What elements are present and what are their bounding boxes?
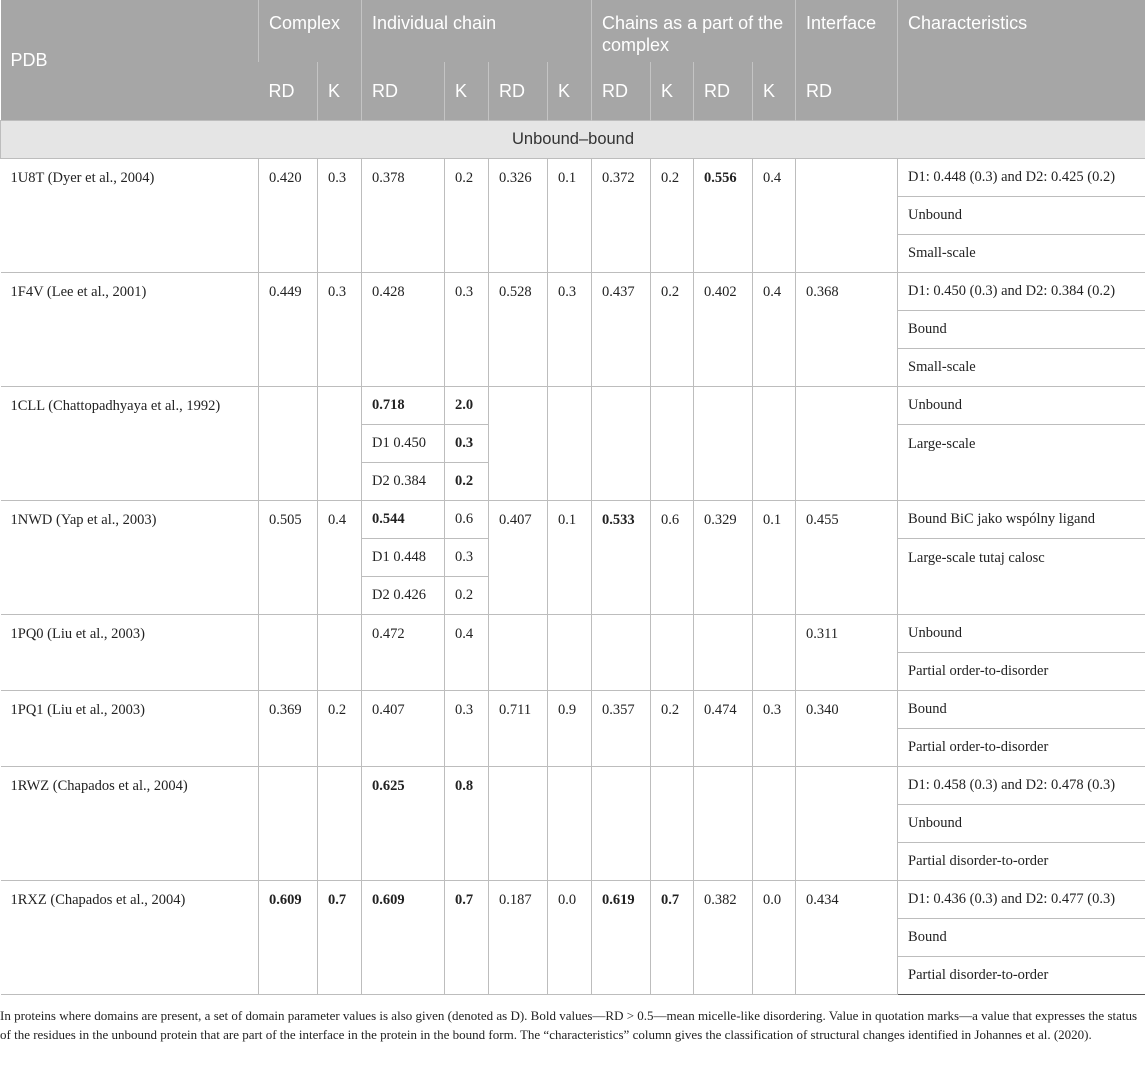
individual-k-cell xyxy=(445,386,489,424)
characteristics-cell: Bound BiC jako wspólny ligand xyxy=(898,500,1145,538)
chains-k-cell: 0.6 xyxy=(651,500,694,614)
complex-rd-cell xyxy=(259,614,318,690)
bold-value: 0.718 xyxy=(372,397,405,413)
domain-k-cell xyxy=(445,462,489,500)
characteristics-cell: Unbound xyxy=(898,196,1145,234)
characteristics-cell: Bound xyxy=(898,690,1145,728)
bold-value: 0.544 xyxy=(372,511,405,527)
pdb-cell: 1RXZ (Chapados et al., 2004) xyxy=(1,880,259,994)
individual-rd-cell: 0.528 xyxy=(489,272,548,386)
subheader-rd: RD xyxy=(362,62,445,120)
table-row xyxy=(1,158,1145,196)
interface-rd-cell: 0.311 xyxy=(796,614,898,690)
individual-k-cell: 0.3 xyxy=(445,272,489,386)
characteristics-cell: Partial disorder-to-order xyxy=(898,842,1145,880)
table-row xyxy=(1,500,1145,538)
individual-rd-cell xyxy=(489,386,548,500)
complex-header: Complex xyxy=(259,0,362,62)
complex-rd-cell: 0.420 xyxy=(259,158,318,272)
individual-k-cell: 0.3 xyxy=(445,690,489,766)
characteristics-cell: D1: 0.450 (0.3) and D2: 0.384 (0.2) xyxy=(898,272,1145,310)
subheader-rd: RD xyxy=(592,62,651,120)
complex-rd-cell xyxy=(259,766,318,880)
chains-k-cell xyxy=(753,766,796,880)
chains-k-cell xyxy=(753,614,796,690)
domain-rd-cell: D1 0.448 xyxy=(362,538,445,576)
complex-k-cell: 0.4 xyxy=(318,500,362,614)
chains-rd-cell xyxy=(694,386,753,500)
bold-value: 0.625 xyxy=(372,777,405,794)
bold-value: 0.7 xyxy=(661,891,680,908)
domain-k-cell: 0.3 xyxy=(445,538,489,576)
characteristics-cell: Partial order-to-disorder xyxy=(898,652,1145,690)
chains-rd-cell xyxy=(592,766,651,880)
individual-rd-cell xyxy=(489,766,548,880)
individual-rd-cell xyxy=(362,500,445,538)
bold-value: 2.0 xyxy=(455,397,474,413)
bold-value: 0.609 xyxy=(372,891,405,908)
characteristics-cell: D1: 0.436 (0.3) and D2: 0.477 (0.3) xyxy=(898,880,1145,918)
pdb-cell: 1F4V (Lee et al., 2001) xyxy=(1,272,259,386)
chains-k-cell: 0.1 xyxy=(753,500,796,614)
chains-rd-cell: 0.474 xyxy=(694,690,753,766)
individual-rd-cell: 0.428 xyxy=(362,272,445,386)
interface-rd-cell: 0.368 xyxy=(796,272,898,386)
individual-k-cell: 0.9 xyxy=(548,690,592,766)
chains-rd-cell xyxy=(694,766,753,880)
characteristics-cell: Small-scale xyxy=(898,348,1145,386)
subheader-k: K xyxy=(445,62,489,120)
bold-value: 0.8 xyxy=(455,777,474,794)
pdb-cell: 1CLL (Chattopadhyaya et al., 1992) xyxy=(1,386,259,500)
domain-rd-cell: D2 0.384 xyxy=(362,462,445,500)
interface-rd-cell: 0.340 xyxy=(796,690,898,766)
complex-k-cell xyxy=(318,386,362,500)
individual-k-cell: 0.1 xyxy=(548,158,592,272)
characteristics-cell: D1: 0.448 (0.3) and D2: 0.425 (0.2) xyxy=(898,158,1145,196)
chains-k-cell: 0.2 xyxy=(651,272,694,386)
complex-k-cell xyxy=(318,614,362,690)
domain-k-cell: 0.2 xyxy=(445,576,489,614)
characteristics-cell: Unbound xyxy=(898,614,1145,652)
characteristics-cell: Small-scale xyxy=(898,234,1145,272)
complex-rd-cell: 0.369 xyxy=(259,690,318,766)
section-row xyxy=(1,120,1145,158)
chains-rd-cell: 0.402 xyxy=(694,272,753,386)
subheader-rd: RD xyxy=(694,62,753,120)
chains-k-cell: 0.2 xyxy=(651,158,694,272)
interface-rd-cell xyxy=(796,386,898,500)
table-row xyxy=(1,880,1145,918)
table-row xyxy=(1,690,1145,728)
complex-k-cell: 0.2 xyxy=(318,690,362,766)
complex-k-cell: 0.3 xyxy=(318,272,362,386)
characteristics-header: Characteristics xyxy=(898,0,1145,120)
individual-rd-cell xyxy=(362,386,445,424)
individual-rd-cell: 0.407 xyxy=(489,500,548,614)
interface-rd-cell: 0.455 xyxy=(796,500,898,614)
individual-rd-cell: 0.407 xyxy=(362,690,445,766)
pdb-header: PDB xyxy=(1,0,259,120)
characteristics-cell: Unbound xyxy=(898,386,1145,424)
chains-part-header: Chains as a part of the complex xyxy=(592,0,796,62)
complex-k-cell xyxy=(318,766,362,880)
bold-value: 0.7 xyxy=(328,891,347,908)
chains-k-cell: 0.0 xyxy=(753,880,796,994)
pdb-cell: 1NWD (Yap et al., 2003) xyxy=(1,500,259,614)
chains-rd-cell: 0.357 xyxy=(592,690,651,766)
individual-k-cell xyxy=(548,614,592,690)
chains-k-cell xyxy=(651,766,694,880)
table-row xyxy=(1,614,1145,652)
individual-k-cell: 0.4 xyxy=(445,614,489,690)
subheader-k: K xyxy=(651,62,694,120)
pdb-cell: 1U8T (Dyer et al., 2004) xyxy=(1,158,259,272)
characteristics-cell: Bound xyxy=(898,310,1145,348)
chains-k-cell: 0.4 xyxy=(753,272,796,386)
individual-rd-cell: 0.378 xyxy=(362,158,445,272)
individual-k-cell xyxy=(445,766,489,880)
pdb-cell: 1PQ1 (Liu et al., 2003) xyxy=(1,690,259,766)
pdb-cell: 1RWZ (Chapados et al., 2004) xyxy=(1,766,259,880)
individual-k-cell xyxy=(445,880,489,994)
chains-rd-cell: 0.382 xyxy=(694,880,753,994)
individual-rd-cell xyxy=(362,766,445,880)
characteristics-cell: Partial order-to-disorder xyxy=(898,728,1145,766)
table-row xyxy=(1,386,1145,424)
bold-value: 0.7 xyxy=(455,891,474,908)
chains-rd-cell xyxy=(592,614,651,690)
complex-rd-cell: 0.449 xyxy=(259,272,318,386)
interface-rd-cell xyxy=(796,766,898,880)
bold-value: 0.533 xyxy=(602,511,635,528)
subheader-rd: RD xyxy=(259,62,318,120)
subheader-rd: RD xyxy=(489,62,548,120)
complex-k-cell xyxy=(318,880,362,994)
individual-k-cell: 0.0 xyxy=(548,880,592,994)
chains-rd-cell xyxy=(694,614,753,690)
chains-k-cell xyxy=(651,386,694,500)
complex-rd-cell: 0.505 xyxy=(259,500,318,614)
characteristics-cell: Unbound xyxy=(898,804,1145,842)
chains-rd-cell xyxy=(694,158,753,272)
chains-k-cell xyxy=(651,880,694,994)
chains-k-cell: 0.3 xyxy=(753,690,796,766)
chains-rd-cell xyxy=(592,500,651,614)
domain-rd-cell: D2 0.426 xyxy=(362,576,445,614)
complex-rd-cell xyxy=(259,386,318,500)
chains-k-cell: 0.4 xyxy=(753,158,796,272)
individual-k-cell xyxy=(548,766,592,880)
domain-k-cell xyxy=(445,424,489,462)
subheader-k: K xyxy=(548,62,592,120)
interface-rd-cell xyxy=(796,158,898,272)
table-footnote: In proteins where domains are present, a set of domain parameter values is also given (denoted as D). Bold values—RD > 0.5—mean micelle-like disordering. Value in quotation marks—a value that expresses the status of the residues in the unbound protein that are part of the interface in the protein in the bound form. The “characteristics” column gives the classification of structural changes identified in Johannes et al. (2020). xyxy=(0,1008,1138,1042)
characteristics-cell: D1: 0.458 (0.3) and D2: 0.478 (0.3) xyxy=(898,766,1145,804)
characteristics-cell: Bound xyxy=(898,918,1145,956)
bold-value: 0.2 xyxy=(455,473,474,489)
individual-k-cell: 0.2 xyxy=(445,158,489,272)
chains-rd-cell xyxy=(592,386,651,500)
chains-rd-cell: 0.437 xyxy=(592,272,651,386)
characteristics-cell: Partial disorder-to-order xyxy=(898,956,1145,994)
chains-k-cell xyxy=(651,614,694,690)
chains-k-cell xyxy=(753,386,796,500)
individual-rd-cell xyxy=(362,880,445,994)
bold-value: 0.556 xyxy=(704,169,737,186)
complex-rd-cell xyxy=(259,880,318,994)
subheader-rd: RD xyxy=(796,62,898,120)
interface-header: Interface xyxy=(796,0,898,62)
individual-k-cell: 0.3 xyxy=(548,272,592,386)
characteristics-cell: Large-scale xyxy=(898,424,1145,500)
individual-k-cell: 0.6 xyxy=(445,500,489,538)
table-row xyxy=(1,272,1145,310)
bold-value: 0.619 xyxy=(602,891,635,908)
pdb-cell: 1PQ0 (Liu et al., 2003) xyxy=(1,614,259,690)
bold-value: 0.609 xyxy=(269,891,302,908)
domain-rd-cell: D1 0.450 xyxy=(362,424,445,462)
bold-value: 0.3 xyxy=(455,435,474,451)
subheader-k: K xyxy=(753,62,796,120)
individual-k-cell xyxy=(548,386,592,500)
chains-rd-cell: 0.372 xyxy=(592,158,651,272)
individual-rd-cell xyxy=(489,614,548,690)
chains-rd-cell: 0.329 xyxy=(694,500,753,614)
table-row xyxy=(1,766,1145,804)
individual-rd-cell: 0.472 xyxy=(362,614,445,690)
individual-rd-cell: 0.711 xyxy=(489,690,548,766)
individual-chain-header: Individual chain xyxy=(362,0,592,62)
individual-rd-cell: 0.326 xyxy=(489,158,548,272)
complex-k-cell: 0.3 xyxy=(318,158,362,272)
chains-k-cell: 0.2 xyxy=(651,690,694,766)
individual-k-cell: 0.1 xyxy=(548,500,592,614)
header-row-1 xyxy=(1,0,1145,62)
chains-rd-cell xyxy=(592,880,651,994)
characteristics-cell: Large-scale tutaj calosc xyxy=(898,538,1145,614)
section-label: Unbound–bound xyxy=(1,120,1145,158)
interface-rd-cell: 0.434 xyxy=(796,880,898,994)
subheader-k: K xyxy=(318,62,362,120)
individual-rd-cell: 0.187 xyxy=(489,880,548,994)
